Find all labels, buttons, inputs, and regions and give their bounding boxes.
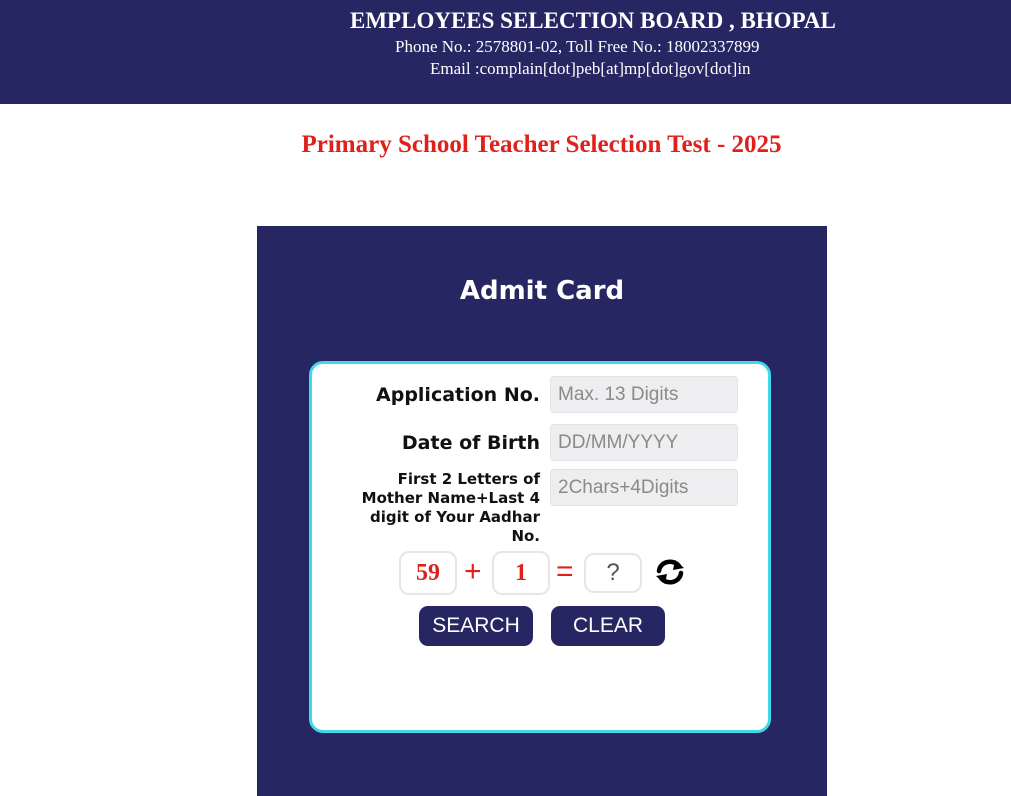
application-no-label: Application No. (376, 384, 540, 406)
refresh-icon[interactable] (654, 558, 686, 586)
application-no-input[interactable] (550, 376, 738, 413)
contact-email: Email :complain[dot]peb[at]mp[dot]gov[dot]in (430, 59, 751, 78)
captcha-number-1: 59 (399, 551, 457, 595)
dob-input[interactable] (550, 424, 738, 461)
captcha-equals: = (556, 555, 574, 588)
captcha-number-2: 1 (492, 551, 550, 595)
clear-button[interactable]: CLEAR (551, 606, 665, 646)
login-form-box (309, 361, 771, 733)
search-button[interactable]: SEARCH (419, 606, 533, 646)
dob-label: Date of Birth (401, 432, 540, 454)
panel-title: Admit Card (459, 276, 625, 306)
mother-aadhar-label: First 2 Letters of Mother Name+Last 4 digit of Your Aadhar No. (361, 470, 540, 545)
org-name: EMPLOYEES SELECTION BOARD , BHOPAL (350, 8, 836, 33)
site-header (0, 0, 1011, 104)
captcha-answer-input[interactable] (584, 553, 642, 593)
mother-aadhar-input[interactable] (550, 469, 738, 506)
exam-title: Primary School Teacher Selection Test - 2025 (301, 131, 782, 158)
contact-phone: Phone No.: 2578801-02, Toll Free No.: 18002337899 (395, 37, 760, 56)
captcha-plus: + (464, 555, 482, 588)
